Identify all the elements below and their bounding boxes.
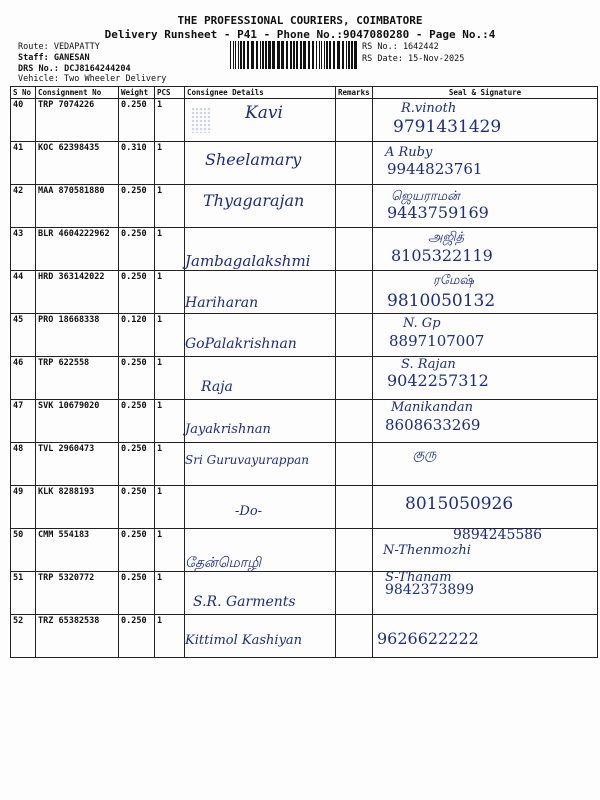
pieces: 1 <box>155 142 185 185</box>
pieces: 1 <box>155 357 185 400</box>
remarks-cell <box>336 443 373 486</box>
seal-signature <box>373 357 598 400</box>
barcode-bar <box>324 41 325 69</box>
table-row <box>11 142 598 185</box>
remarks-cell <box>336 529 373 572</box>
consignee-details <box>185 615 336 658</box>
pieces: 1 <box>155 314 185 357</box>
remarks-cell <box>336 142 373 185</box>
consignment-number: TVL 2960473 <box>36 443 119 486</box>
col-consignment: Consignment No <box>36 87 119 99</box>
seal-signature <box>373 185 598 228</box>
rs-number: RS No.: 1642442 <box>362 42 439 52</box>
barcode-bar <box>312 41 314 69</box>
seal-signature <box>373 99 598 142</box>
col-weight: Weight <box>119 87 155 99</box>
recipient-signature: S. Rajan <box>401 357 456 372</box>
table-row <box>11 486 598 529</box>
consignee-handwritten-name: தேன்மொழி <box>185 555 261 571</box>
barcode-bar <box>326 41 328 69</box>
barcode-bar <box>333 41 335 69</box>
weight: 0.250 <box>119 271 155 314</box>
barcode-bar <box>296 41 298 69</box>
drs-label: DRS No.: <box>18 64 59 74</box>
serial-number: 47 <box>11 400 36 443</box>
remarks-cell <box>336 314 373 357</box>
table-row <box>11 529 598 572</box>
pieces: 1 <box>155 99 185 142</box>
barcode-bar <box>265 41 267 69</box>
barcode-bar <box>337 41 340 69</box>
consignee-handwritten-name: Raja <box>201 379 233 395</box>
col-pcs: PCS <box>155 87 185 99</box>
seal-signature <box>373 400 598 443</box>
staff-value: GANESAN <box>53 53 90 63</box>
col-consignee: Consignee Details <box>185 87 336 99</box>
consignee-handwritten-name: Jambagalakshmi <box>185 252 311 270</box>
remarks-cell <box>336 99 373 142</box>
seal-signature <box>373 615 598 658</box>
consignee-handwritten-name: S.R. Garments <box>193 594 296 610</box>
barcode-bar <box>272 41 275 69</box>
consignee-handwritten-name: Thyagarajan <box>203 191 305 210</box>
barcode-bar <box>235 41 236 69</box>
recipient-signature: A Ruby <box>385 145 433 160</box>
recipient-signature: ஜெயராமன் <box>391 189 460 204</box>
barcode-bar <box>308 41 310 69</box>
barcode-bar <box>243 41 245 69</box>
weight: 0.250 <box>119 357 155 400</box>
recipient-phone: 9443759169 <box>387 203 489 222</box>
consignment-number: KOC 62398435 <box>36 142 119 185</box>
table-row <box>11 400 598 443</box>
remarks-cell <box>336 185 373 228</box>
consignee-handwritten-name: Sri Guruvayurappan <box>185 453 309 467</box>
barcode-bar <box>348 41 350 69</box>
company-title: THE PROFESSIONAL COURIERS, COIMBATORE <box>177 14 423 27</box>
serial-number: 43 <box>11 228 36 271</box>
barcode-bar <box>316 41 317 69</box>
staff <box>18 53 90 63</box>
route: Route: VEDAPATTY <box>18 42 100 52</box>
serial-number: 44 <box>11 271 36 314</box>
consignee-details <box>185 529 336 572</box>
consignment-number: CMM 554183 <box>36 529 119 572</box>
weight: 0.250 <box>119 529 155 572</box>
runsheet-table <box>10 86 598 658</box>
serial-number: 48 <box>11 443 36 486</box>
remarks-cell <box>336 572 373 615</box>
recipient-phone: 9894245586 <box>453 527 543 543</box>
pieces: 1 <box>155 529 185 572</box>
table-row <box>11 271 598 314</box>
barcode-bar <box>354 41 357 69</box>
ditto-mark: -Do- <box>235 504 263 519</box>
serial-number: 45 <box>11 314 36 357</box>
consignment-number: TRP 7074226 <box>36 99 119 142</box>
seal-signature <box>373 572 598 615</box>
recipient-signature: குரு <box>413 447 437 462</box>
serial-number: 40 <box>11 99 36 142</box>
seal-signature <box>373 529 598 572</box>
barcode-bar <box>268 41 271 69</box>
recipient-signature: S-Thanam <box>385 570 452 585</box>
table-row <box>11 443 598 486</box>
serial-number: 52 <box>11 615 36 658</box>
serial-number: 41 <box>11 142 36 185</box>
weight: 0.120 <box>119 314 155 357</box>
table-row <box>11 99 598 142</box>
seal-signature <box>373 314 598 357</box>
seal-signature <box>373 486 598 529</box>
barcode-bar <box>256 41 258 69</box>
pieces: 1 <box>155 572 185 615</box>
col-seal: Seal & Signature <box>373 87 598 99</box>
barcode-bar <box>286 41 288 69</box>
consignment-number: TRZ 65382538 <box>36 615 119 658</box>
pieces: 1 <box>155 486 185 529</box>
table-row <box>11 615 598 658</box>
recipient-signature: அஜித் <box>428 230 465 245</box>
remarks-cell <box>336 228 373 271</box>
consignee-handwritten-name: GoPalakrishnan <box>185 336 297 352</box>
consignment-number: KLK 8288193 <box>36 486 119 529</box>
barcode-bar <box>346 41 347 69</box>
consignee-handwritten-name: Hariharan <box>185 295 259 311</box>
barcode-bar <box>293 41 295 69</box>
weight: 0.250 <box>119 400 155 443</box>
pieces: 1 <box>155 271 185 314</box>
barcode-bar <box>351 41 353 69</box>
recipient-signature: R.vinoth <box>401 101 457 116</box>
barcode-bar <box>240 41 242 69</box>
barcode-bar <box>247 41 249 69</box>
consignee-details <box>185 443 336 486</box>
recipient-phone: 9842373899 <box>385 582 475 598</box>
table-row <box>11 185 598 228</box>
recipient-phone: 8015050926 <box>405 494 514 514</box>
drs-number <box>18 64 131 74</box>
barcode-bar <box>342 41 344 69</box>
consignment-number: TRP 622558 <box>36 357 119 400</box>
consignee-details <box>185 228 336 271</box>
recipient-signature: ரமேஷ் <box>433 273 474 288</box>
serial-number: 50 <box>11 529 36 572</box>
barcode-bar <box>321 41 322 69</box>
barcode-bar <box>277 41 280 69</box>
serial-number: 46 <box>11 357 36 400</box>
consignee-details <box>185 400 336 443</box>
remarks-cell <box>336 271 373 314</box>
barcode-bar <box>281 41 284 69</box>
consignee-handwritten-name: Sheelamary <box>205 150 302 169</box>
weight: 0.250 <box>119 228 155 271</box>
serial-number: 42 <box>11 185 36 228</box>
consignee-details <box>185 572 336 615</box>
consignee-handwritten-name: Kavi <box>245 103 283 123</box>
consignee-details <box>185 314 336 357</box>
recipient-phone: 8608633269 <box>385 416 481 434</box>
table-row <box>11 572 598 615</box>
vehicle: Vehicle: Two Wheeler Delivery <box>18 74 167 84</box>
pieces: 1 <box>155 443 185 486</box>
consignee-details <box>185 357 336 400</box>
runsheet-subtitle: Delivery Runsheet - P41 - Phone No.:9047080280 - Page No.:4 <box>104 28 496 41</box>
col-sno: S No <box>11 87 36 99</box>
barcode-bar <box>319 41 320 69</box>
table-header-row <box>11 87 598 99</box>
pieces: 1 <box>155 228 185 271</box>
recipient-phone: 9042257312 <box>387 371 489 390</box>
consignment-number: HRD 363142022 <box>36 271 119 314</box>
recipient-signature: Manikandan <box>391 400 474 415</box>
remarks-cell <box>336 615 373 658</box>
recipient-phone: 8105322119 <box>391 246 493 265</box>
consignee-details <box>185 142 336 185</box>
barcode-bar <box>251 41 254 69</box>
consignment-number: PRO 18668338 <box>36 314 119 357</box>
barcode-icon <box>230 41 358 69</box>
recipient-signature: N-Thenmozhi <box>383 543 471 558</box>
consignee-details <box>185 99 336 142</box>
barcode-bar <box>260 41 261 69</box>
barcode-bar <box>303 41 306 69</box>
weight: 0.250 <box>119 572 155 615</box>
barcode-bar <box>329 41 331 69</box>
barcode-bar <box>233 41 234 69</box>
weight: 0.250 <box>119 443 155 486</box>
serial-number: 49 <box>11 486 36 529</box>
barcode-bar <box>238 41 239 69</box>
seal-signature <box>373 142 598 185</box>
consignment-number: SVK 10679020 <box>36 400 119 443</box>
consignee-details <box>185 185 336 228</box>
consignee-details <box>185 486 336 529</box>
drs-value: DCJ8164244204 <box>64 64 131 74</box>
recipient-phone: 9626622222 <box>377 629 479 648</box>
pieces: 1 <box>155 615 185 658</box>
recipient-phone: 9944823761 <box>387 160 483 178</box>
weight: 0.250 <box>119 99 155 142</box>
barcode-bar <box>290 41 292 69</box>
seal-signature <box>373 228 598 271</box>
recipient-phone: 9791431429 <box>393 117 502 137</box>
consignment-number: MAA 870581880 <box>36 185 119 228</box>
pieces: 1 <box>155 400 185 443</box>
serial-number: 51 <box>11 572 36 615</box>
table-row <box>11 357 598 400</box>
weight: 0.250 <box>119 486 155 529</box>
table-row <box>11 228 598 271</box>
pieces: 1 <box>155 185 185 228</box>
table-row <box>11 314 598 357</box>
redaction-mark <box>191 107 211 133</box>
remarks-cell <box>336 357 373 400</box>
remarks-cell <box>336 400 373 443</box>
barcode-bar <box>262 41 264 69</box>
staff-label: Staff: <box>18 53 49 63</box>
consignee-details <box>185 271 336 314</box>
recipient-phone: 8897107007 <box>389 332 485 350</box>
recipient-phone: 9810050132 <box>387 291 496 311</box>
weight: 0.250 <box>119 185 155 228</box>
col-remarks: Remarks <box>336 87 373 99</box>
recipient-signature: N. Gp <box>403 316 441 331</box>
weight: 0.250 <box>119 615 155 658</box>
consignee-handwritten-name: Jayakrishnan <box>185 422 271 437</box>
weight: 0.310 <box>119 142 155 185</box>
barcode-bar <box>300 41 302 69</box>
rs-date: RS Date: 15-Nov-2025 <box>362 54 465 64</box>
remarks-cell <box>336 486 373 529</box>
seal-signature <box>373 271 598 314</box>
seal-signature <box>373 443 598 486</box>
consignee-handwritten-name: Kittimol Kashiyan <box>185 633 303 648</box>
consignment-number: TRP 5320772 <box>36 572 119 615</box>
consignment-number: BLR 4604222962 <box>36 228 119 271</box>
barcode-bar <box>230 41 231 69</box>
